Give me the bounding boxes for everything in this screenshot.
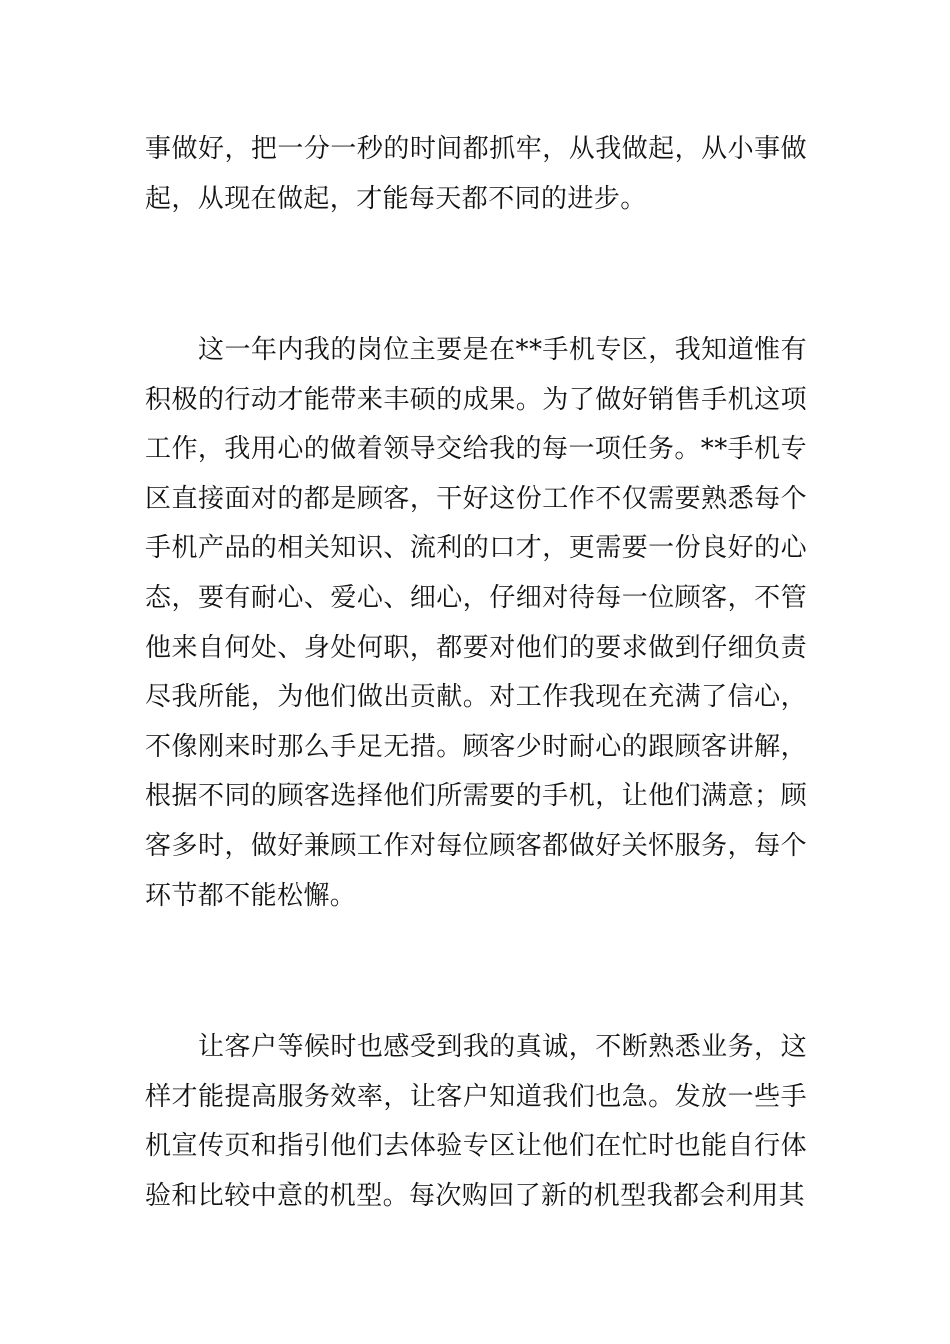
paragraph-customer-service: 让客户等候时也感受到我的真诚，不断熟悉业务，这样才能提高服务效率，让客户知道我们也急。发放一些手机宣传页和指引他们去体验专区让他们在忙时也能自行体验和比较中意的机型。每次购回了新的机型我都会利用其 bbox=[145, 1032, 807, 1211]
paragraph-phone-zone-duties: 这一年内我的岗位主要是在**手机专区，我知道惟有积极的行动才能带来丰硕的成果。为了做好销售手机这项工作，我用心的做着领导交给我的每一项任务。**手机专区直接面对的都是顾客，干好这份工作不仅需要熟悉每个手机产品的相关知识、流利的口才，更需要一份良好的心态，要有耐心、爱心、细心，仔细对待每一位顾客，不管他来自何处、身处何职，都要对他们的要求做到仔细负责尽我所能，为他们做出贡献。对工作我现在充满了信心，不像刚来时那么手足无措。顾客少时耐心的跟顾客讲解，根据不同的顾客选择他们所需要的手机，让他们满意；顾客多时，做好兼顾工作对每位顾客都做好关怀服务，每个环节都不能松懈。 bbox=[145, 335, 807, 911]
paragraph-continuation: 事做好，把一分一秒的时间都抓牢，从我做起，从小事做起，从现在做起，才能每天都不同的进步。 bbox=[145, 134, 807, 214]
